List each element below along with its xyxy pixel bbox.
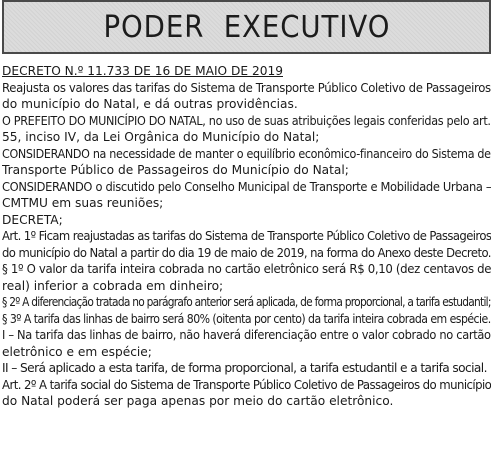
decree-title: DECRETO N.º 11.733 DE 16 DE MAIO DE 2019 — [2, 64, 283, 78]
decree-line: CONSIDERANDO na necessidade de manter o equilíbrio econômico-financeiro do Sistema de — [2, 146, 491, 161]
decree-line: do município do Natal a partir do dia 19 de maio de 2019, na forma do Anexo deste Decreto. — [2, 245, 491, 260]
decree-line: Reajusta os valores das tarifas do Sistema de Transporte Público Coletivo de Passageiros — [2, 80, 491, 95]
decree-line: Art. 2º A tarifa social do Sistema de Transporte Público Coletivo de Passageiros do município — [2, 377, 491, 392]
decree-line: real) inferior a cobrada em dinheiro; — [2, 278, 224, 293]
decree-line: § 2º A diferenciação tratada no parágrafo anterior será aplicada, de forma proporcional, a tarifa estudantil; — [2, 295, 491, 309]
decree-line: O PREFEITO DO MUNICÍPIO DO NATAL, no uso de suas atribuições legais conferidas pelo art. — [2, 113, 491, 128]
decree-line: eletrônico e em espécie; — [2, 344, 152, 359]
decree-line: § 1º O valor da tarifa inteira cobrada no cartão eletrônico será R$ 0,10 (dez centavos de — [2, 262, 491, 276]
header-banner — [2, 0, 491, 54]
decree-line: I – Na tarifa das linhas de bairro, não haverá diferenciação entre o valor cobrado no cartão — [2, 328, 491, 342]
decree-line: DECRETA; — [2, 212, 63, 227]
decree-line: CONSIDERANDO o discutido pelo Conselho Municipal de Transporte e Mobilidade Urbana – — [2, 179, 491, 194]
decree-line: § 3º A tarifa das linhas de bairro será 80% (oitenta por cento) da tarifa inteira cobrada em espécie. — [2, 311, 491, 326]
decree-body — [2, 63, 491, 410]
section-title: PODER EXECUTIVO — [103, 9, 390, 45]
decree-line: do município do Natal, e dá outras providências. — [2, 97, 298, 111]
decree-line: Art. 1º Ficam reajustadas as tarifas do Sistema de Transporte Público Coletivo de Passageiros — [2, 229, 491, 243]
decree-line: Transporte Público de Passageiros do Município do Natal; — [2, 163, 349, 177]
decree-line: 55, inciso IV, da Lei Orgânica do Município do Natal; — [2, 130, 320, 144]
decree-line: do Natal poderá ser paga apenas por meio do cartão eletrônico. — [2, 394, 394, 408]
decree-line: II – Será aplicado a esta tarifa, de forma proporcional, a tarifa estudantil e a tarifa social. — [2, 361, 487, 375]
decree-line: CMTMU em suas reuniões; — [2, 196, 164, 210]
